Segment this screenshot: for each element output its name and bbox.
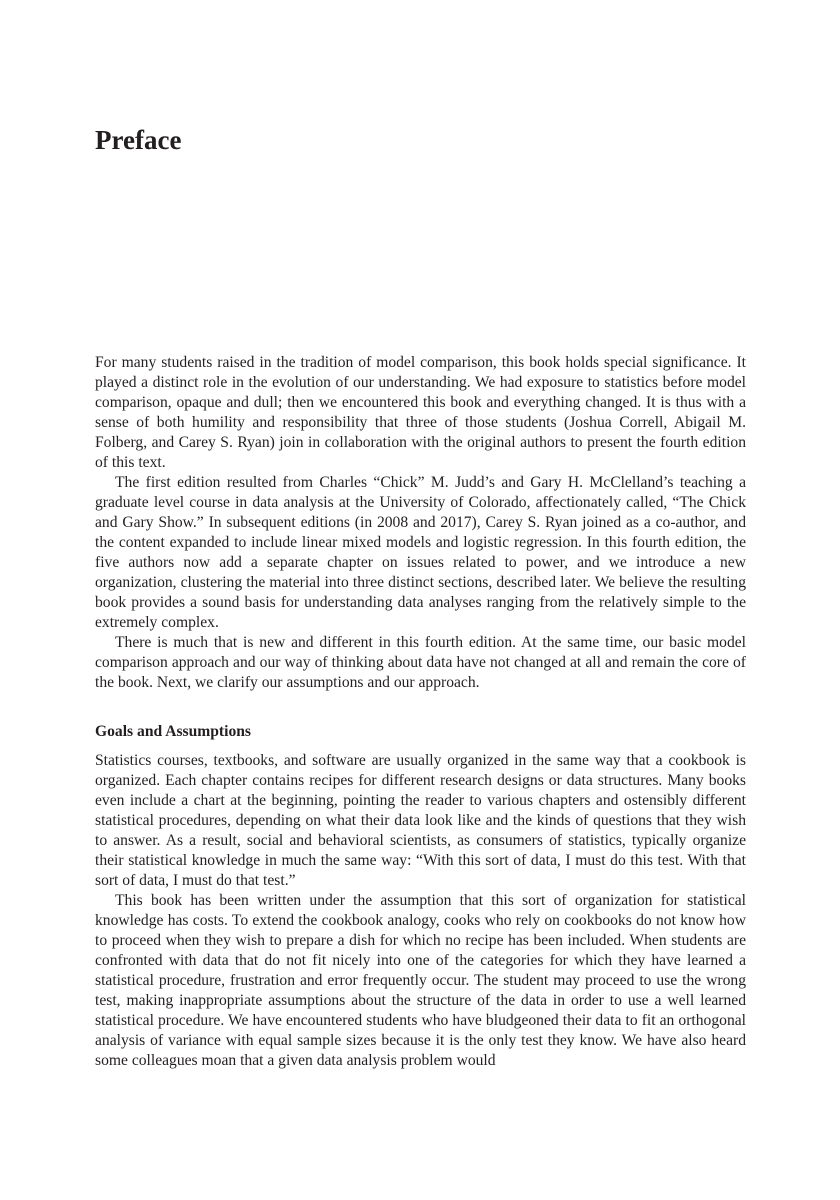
intro-paragraph-3: There is much that is new and different in this fourth edition. At the same time, our basic model comparison approach and our way of thinking about data have not changed at all and remain the core of the book. Next, we clarify our assumptions and our approach. (95, 634, 746, 691)
goals-paragraph-2: This book has been written under the assumption that this sort of organization for statistical knowledge has costs. To extend the cookbook analogy, cooks who rely on cookbooks do not know how to proceed when they wish to prepare a dish for which no recipe has been included. When students are confronted with data that do not fit nicely into one of the categories for which they have learned a statistical procedure, frustration and error frequently occur. The student may proceed to use the wrong test, making inappropriate assumptions about the structure of the data in order to use a well learned statistical procedure. We have encountered students who have bludgeoned their data to fit an orthogonal analysis of variance with equal sample sizes because it is the only test they know. We have also heard some colleagues moan that a given data analysis problem would (95, 892, 746, 1069)
intro-paragraph-1: For many students raised in the tradition of model comparison, this book holds special significance. It played a distinct role in the evolution of our understanding. We had exposure to statistics before model comparison, opaque and dull; then we encountered this book and everything changed. It is thus with a sense of both humility and responsibility that three of those students (Joshua Correll, Abigail M. Folberg, and Carey S. Ryan) join in collaboration with the original authors to present the fourth edition of this text. (95, 354, 746, 471)
goals-paragraph-1: Statistics courses, textbooks, and software are usually organized in the same way that a cookbook is organized. Each chapter contains recipes for different research designs or data structures. Many books even include a chart at the beginning, pointing the reader to various chapters and ostensibly different statistical procedures, depending on what their data look like and the kinds of questions that they wish to answer. As a result, social and behavioral scientists, as consumers of statistics, typically organize their statistical knowledge in much the same way: “With this sort of data, I must do this test. With that sort of data, I must do that test.” (95, 752, 746, 889)
chapter-title: Preface (95, 125, 182, 155)
section-heading-goals: Goals and Assumptions (95, 723, 251, 740)
body-text (95, 353, 746, 1071)
intro-paragraph-2: The first edition resulted from Charles “Chick” M. Judd’s and Gary H. McClelland’s teaching a graduate level course in data analysis at the University of Colorado, affectionately called, “The Chick and Gary Show.” In subsequent editions (in 2008 and 2017), Carey S. Ryan joined as a co-author, and the content expanded to include linear mixed models and logistic regression. In this fourth edition, the five authors now add a separate chapter on issues related to power, and we introduce a new organization, clustering the material into three distinct sections, described later. We believe the resulting book provides a sound basis for understanding data analyses ranging from the relatively simple to the extremely complex. (95, 474, 746, 631)
